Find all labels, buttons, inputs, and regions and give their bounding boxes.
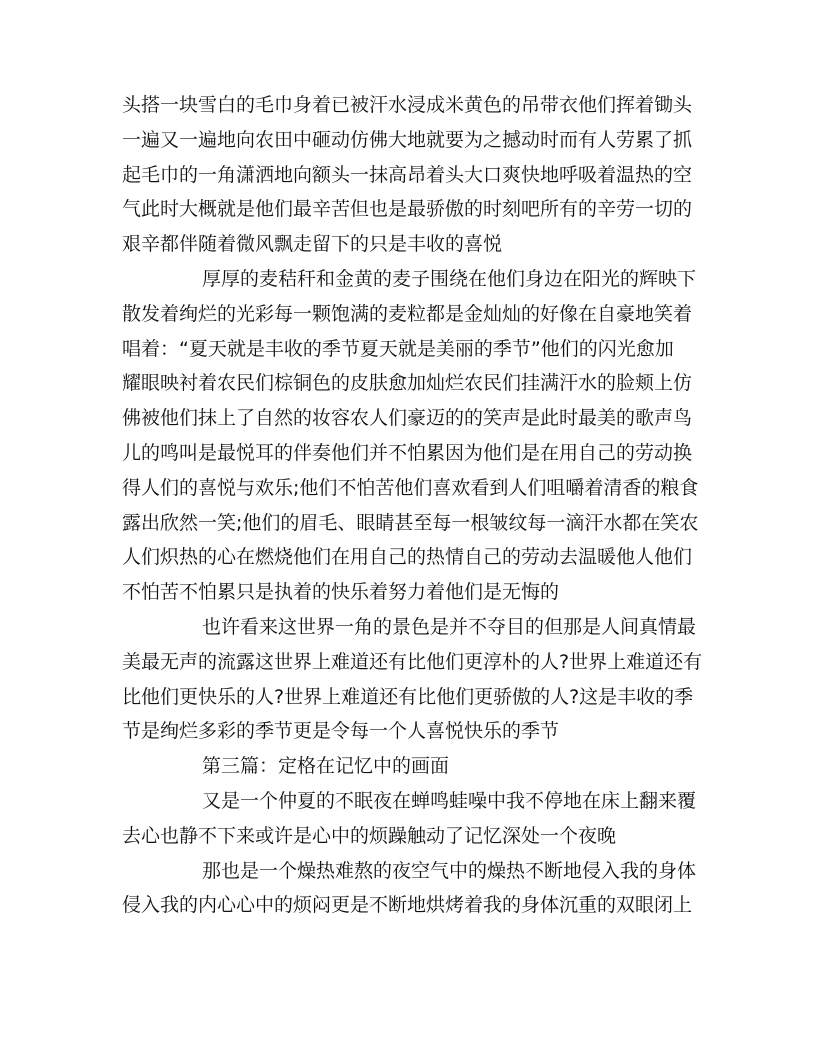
text-line: 不怕苦不怕累只是执着的快乐着努力着他们是无悔的 [122, 581, 560, 604]
text-line: 耀眼映衬着农民们棕铜色的皮肤愈加灿烂农民们挂满汗水的脸颊上仿 [122, 372, 693, 395]
paragraph-first-line: 那也是一个燥热难熬的夜空气中的燥热不断地侵入我的身体 [202, 859, 697, 882]
text-line: 比他们更快乐的人?世界上难道还有比他们更骄傲的人?这是丰收的季 [122, 685, 694, 708]
text-line: 得人们的喜悦与欢乐;他们不怕苦他们喜欢看到人们咀嚼着清香的粮食 [122, 476, 699, 499]
text-line: 节是绚烂多彩的季节更是令每一个人喜悦快乐的季节 [122, 720, 560, 743]
paragraph-first-line: 又是一个仲夏的不眠夜在蝉鸣蛙噪中我不停地在床上翻来覆 [202, 789, 697, 812]
text-line: 人们炽热的心在燃烧他们在用自己的热情自己的劳动去温暖他人他们 [122, 546, 693, 569]
paragraph-first-line: 也许看来这世界一角的景色是并不夺目的但那是人间真情最 [202, 615, 697, 638]
text-line: 艰辛都伴随着微风飘走留下的只是丰收的喜悦 [122, 233, 503, 256]
text-line: 去心也静不下来或许是心中的烦躁触动了记忆深处一个夜晚 [122, 824, 617, 847]
text-line: 头搭一块雪白的毛巾身着已被汗水浸成米黄色的吊带衣他们挥着锄头 [122, 94, 693, 116]
text-line: 美最无声的流露这世界上难道还有比他们更淳朴的人?世界上难道还有 [122, 650, 703, 673]
text-line: 起毛巾的一角潇洒地向额头一抹高昂着头大口爽快地呼吸着温热的空 [122, 163, 693, 186]
text-line: 一遍又一遍地向农田中砸动仿佛大地就要为之撼动时而有人劳累了抓 [122, 128, 693, 151]
section-heading: 第三篇：定格在记忆中的画面 [202, 755, 450, 778]
text-line: 侵入我的内心心中的烦闷更是不断地烘烤着我的身体沉重的双眼闭上 [122, 894, 693, 917]
paragraph-first-line: 厚厚的麦秸秆和金黄的麦子围绕在他们身边在阳光的辉映下 [202, 267, 697, 290]
text-line: 散发着绚烂的光彩每一颗饱满的麦粒都是金灿灿的好像在自豪地笑着 [122, 302, 693, 325]
text-line: 儿的鸣叫是最悦耳的伴奏他们并不怕累因为他们是在用自己的劳动换 [122, 441, 693, 464]
document-body [122, 88, 702, 923]
text-line: 气此时大概就是他们最辛苦但也是最骄傲的时刻吧所有的辛劳一切的 [122, 198, 693, 221]
text-line: 唱着：“夏天就是丰收的季节夏天就是美丽的季节”他们的闪光愈加 [122, 337, 674, 360]
text-line: 佛被他们抹上了自然的妆容农人们豪迈的的笑声是此时最美的歌声鸟 [122, 407, 693, 430]
text-line: 露出欣然一笑;他们的眉毛、眼睛甚至每一根皱纹每一滴汗水都在笑农 [122, 511, 699, 534]
